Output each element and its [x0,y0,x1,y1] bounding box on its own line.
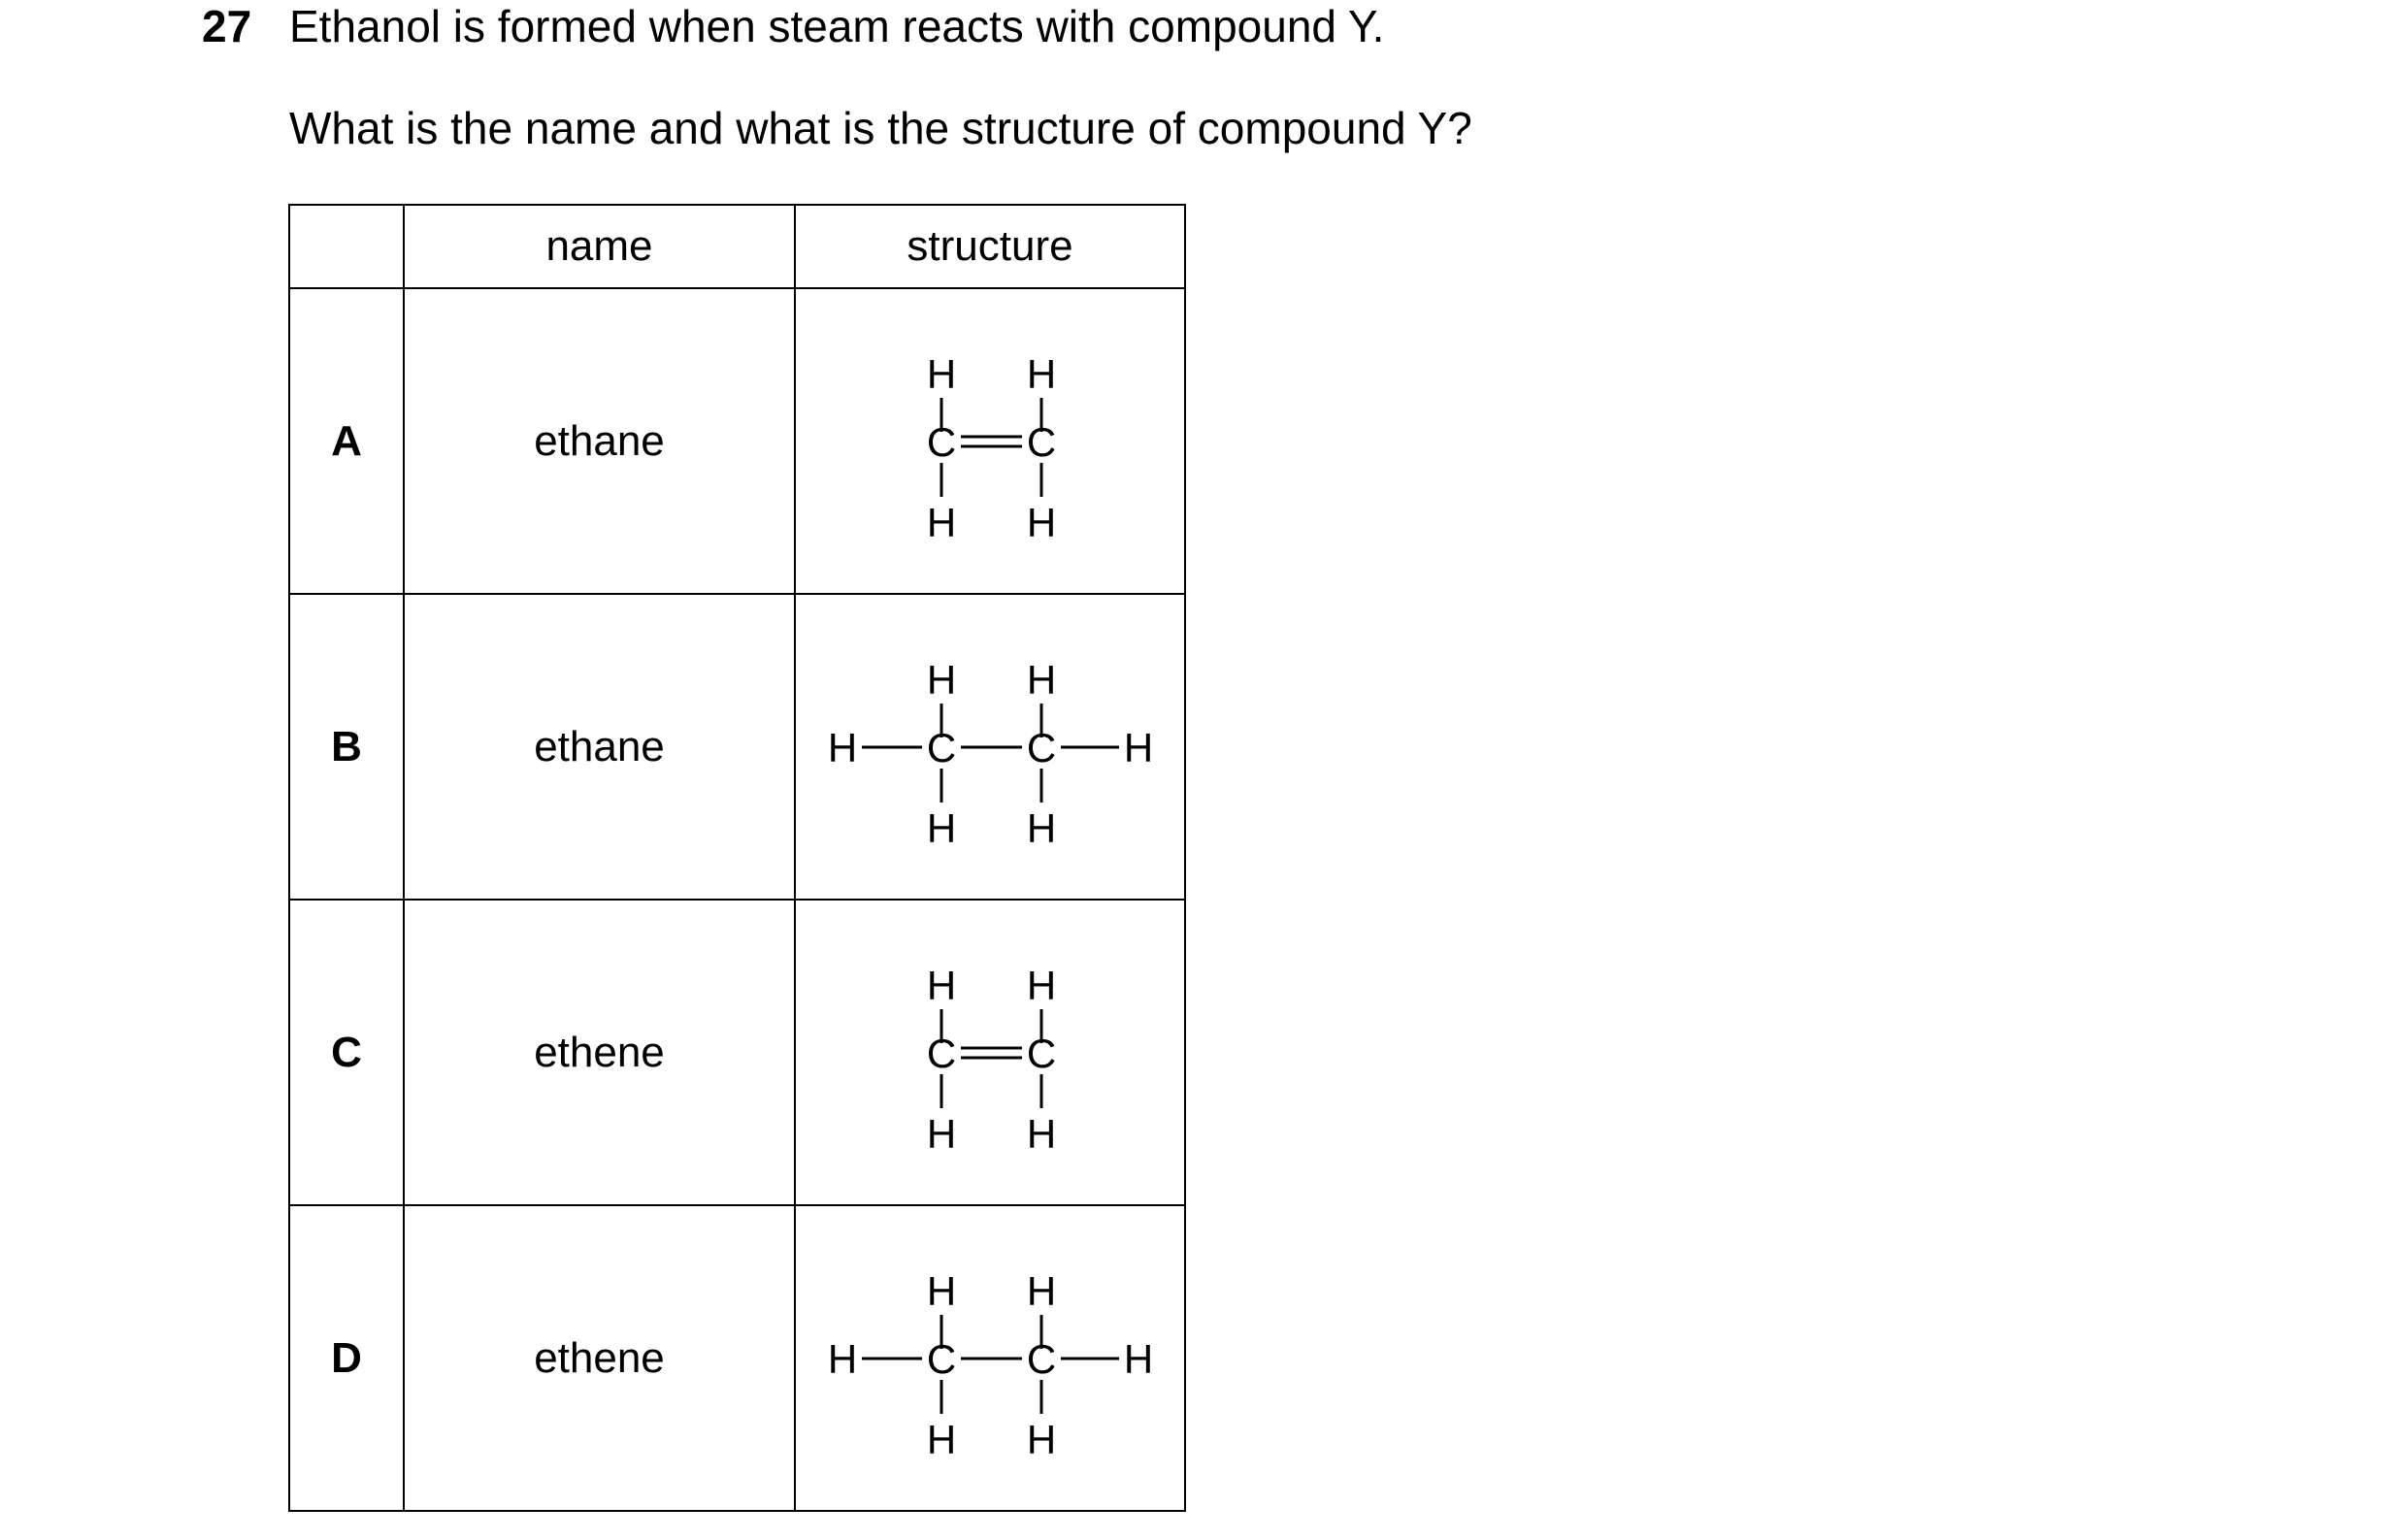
carbon-atom-label: C [926,724,957,770]
table-header-row [289,205,1185,288]
option-name: ethane [404,594,795,900]
carbon-atom-label: C [1026,1030,1057,1076]
option-letter: A [289,288,404,594]
question-prompt: What is the name and what is the structure of compound Y? [289,103,1472,153]
hydrogen-atom-label: H [926,1110,957,1157]
hydrogen-atom-label: H [1026,962,1057,1008]
ethene-structure-diagram [796,907,1184,1198]
ethene-structure-diagram [796,296,1184,587]
option-letter: D [289,1205,404,1511]
hydrogen-atom-label: H [1026,804,1057,851]
options-table [288,204,1186,1512]
option-letter: C [289,900,404,1205]
option-structure [795,288,1185,594]
hydrogen-atom-label: H [1026,1110,1057,1157]
carbon-atom-label: C [926,1030,957,1076]
hydrogen-atom-label: H [926,1416,957,1462]
option-row-a [289,288,1185,594]
hydrogen-atom-label: H [827,724,858,770]
hydrogen-atom-label: H [1026,656,1057,703]
carbon-atom-label: C [1026,724,1057,770]
hydrogen-atom-label: H [1026,499,1057,545]
hydrogen-atom-label: H [926,350,957,397]
header-name: name [404,205,795,288]
ethane-structure-diagram [796,1213,1184,1504]
option-structure [795,1205,1185,1511]
hydrogen-atom-label: H [1123,1335,1154,1382]
hydrogen-atom-label: H [926,1267,957,1314]
option-name: ethene [404,900,795,1205]
option-structure [795,594,1185,900]
option-row-c [289,900,1185,1205]
header-letter [289,205,404,288]
option-letter: B [289,594,404,900]
hydrogen-atom-label: H [1026,1267,1057,1314]
hydrogen-atom-label: H [926,804,957,851]
carbon-atom-label: C [926,1335,957,1382]
hydrogen-atom-label: H [926,499,957,545]
ethane-structure-diagram [796,602,1184,893]
hydrogen-atom-label: H [926,656,957,703]
hydrogen-atom-label: H [1123,724,1154,770]
hydrogen-atom-label: H [1026,350,1057,397]
option-row-b [289,594,1185,900]
header-structure: structure [795,205,1185,288]
question-number: 27 [202,1,252,51]
option-name: ethene [404,1205,795,1511]
hydrogen-atom-label: H [1026,1416,1057,1462]
hydrogen-atom-label: H [926,962,957,1008]
option-row-d [289,1205,1185,1511]
carbon-atom-label: C [1026,418,1057,465]
hydrogen-atom-label: H [827,1335,858,1382]
option-name: ethane [404,288,795,594]
option-structure [795,900,1185,1205]
carbon-atom-label: C [1026,1335,1057,1382]
question-stem: Ethanol is formed when steam reacts with compound Y. [289,1,1385,51]
carbon-atom-label: C [926,418,957,465]
